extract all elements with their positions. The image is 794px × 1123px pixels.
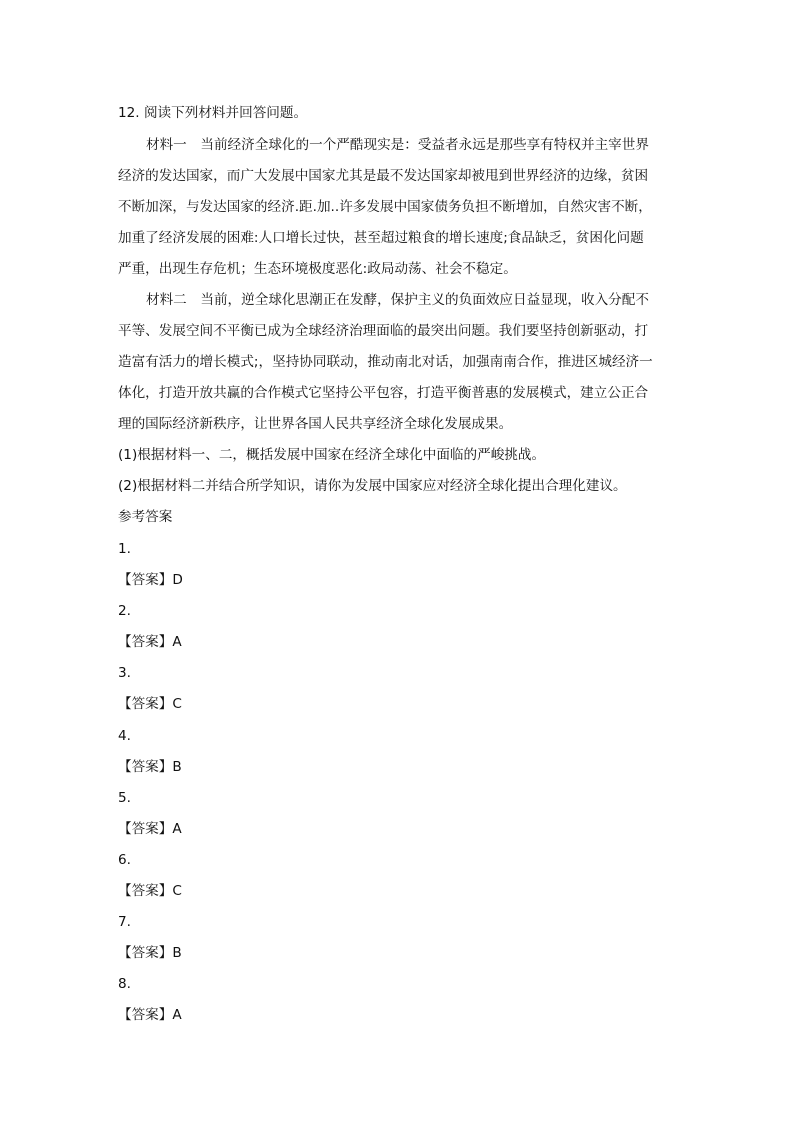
material1-line: 加重了经济发展的困难:人口增长过快，甚至超过粮食的增长速度;食品缺乏，贫困化问题 (118, 230, 644, 246)
answer-text: 【答案】B (118, 758, 182, 775)
answer-number: 7. (118, 914, 131, 931)
sub-question-1: (1)根据材料一、二，概括发展中国家在经济全球化中面临的严峻挑战。 (118, 447, 546, 463)
material2-line: 材料二 当前，逆全球化思潮正在发酵，保护主义的负面效应日益显现，收入分配不 (146, 292, 649, 308)
answer-text: 【答案】A (118, 820, 182, 837)
answer-number: 5. (118, 789, 131, 806)
answer-text: 【答案】C (118, 696, 182, 713)
material2-line: 理的国际经济新秩序，让世界各国人民共享经济全球化发展成果。 (118, 416, 513, 432)
material2-line: 造富有活力的增长模式;，坚持协同联动，推动南北对话，加强南南合作，推进区城经济一 (118, 354, 653, 370)
answer-text: 【答案】A (118, 1007, 182, 1024)
material2-line: 平等、发展空间不平衡已成为全球经济治理面临的最突出问题。我们要坚持创新驱动，打 (118, 323, 649, 339)
answer-number: 4. (118, 727, 131, 744)
sub-question-2: (2)根据材料二并结合所学知识，请你为发展中国家应对经济全球化提出合理化建议。 (118, 478, 627, 494)
answer-text: 【答案】A (118, 634, 182, 651)
answer-number: 2. (118, 603, 131, 620)
material2-line: 体化，打造开放共赢的合作模式它坚持公平包容，打造平衡普惠的发展模式，建立公正合 (118, 385, 649, 401)
answer-text: 【答案】B (118, 945, 182, 962)
answer-number: 3. (118, 665, 131, 682)
answer-text: 【答案】C (118, 883, 182, 899)
material1-line: 不断加深，与发达国家的经济.距.加..许多发展中国家债务负担不断增加，自然灾害不断， (118, 199, 652, 215)
question-title: 12. 阅读下列材料并回答问题。 (118, 105, 308, 121)
material1-line: 严重，出现生存危机；生态环境极度恶化:政局动荡、社会不稳定。 (118, 261, 517, 277)
material1-line: 经济的发达国家，而广大发展中国家尤其是最不发达国家却被甩到世界经济的边缘，贫困 (118, 168, 649, 184)
answer-number: 8. (118, 976, 131, 993)
answer-number: 6. (118, 852, 131, 868)
answer-text: 【答案】D (118, 572, 183, 588)
material1-line: 材料一 当前经济全球化的一个严酷现实是：受益者永远是那些享有特权并主宰世界 (146, 137, 649, 153)
reference-answer-title: 参考答案 (118, 509, 173, 525)
answer-number: 1. (118, 541, 131, 557)
